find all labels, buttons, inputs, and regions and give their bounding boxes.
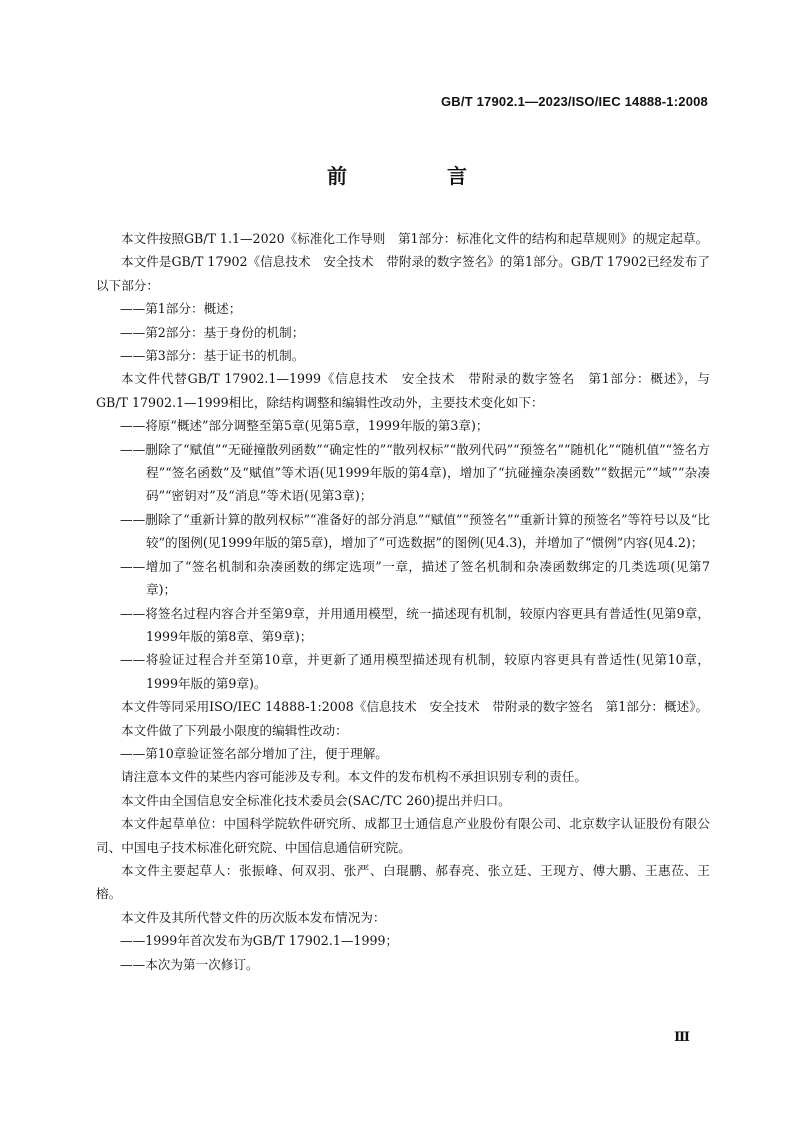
list-item: ——将签名过程内容合并至第9章，并用通用模型，统一描述现有机制，较原内容更具有普适性(见第9章，1999年版的第8章、第9章)； bbox=[120, 605, 710, 644]
list-item: ——第1部分：概述； bbox=[120, 301, 242, 317]
paragraph: 本文件做了下列最小限度的编辑性改动： bbox=[121, 722, 348, 738]
list-item: ——增加了“签名机制和杂凑函数的绑定选项”一章，描述了签名机制和杂凑函数绑定的几类选项(见第7章)； bbox=[120, 558, 710, 598]
paragraph: 本文件等同采用ISO/IEC 14888-1:2008《信息技术 安全技术 带附录的数字签名 第1部分：概述》。 bbox=[121, 699, 709, 715]
paragraph: 本文件主要起草人：张振峰、何双羽、张严、白琨鹏、郝春亮、张立廷、王现方、傅大鹏、王惠莅、王榕。 bbox=[96, 862, 710, 902]
foreword-body bbox=[96, 227, 710, 976]
paragraph: 本文件由全国信息安全标准化技术委员会(SAC/TC 260)提出并归口。 bbox=[121, 792, 511, 808]
paragraph: 本文件起草单位：中国科学院软件研究所、成都卫士通信息产业股份有限公司、北京数字认证股份有限公司、中国电子技术标准化研究院、中国信息通信研究院。 bbox=[96, 816, 710, 855]
list-item: ——第2部分：基于身份的机制； bbox=[120, 324, 305, 340]
list-item: ——将原“概述”部分调整至第5章(见第5章，1999年版的第3章)； bbox=[120, 418, 489, 434]
list-item: ——本次为第一次修订。 bbox=[120, 956, 259, 972]
list-item: ——1999年首次发布为GB/T 17902.1—1999； bbox=[120, 933, 399, 949]
paragraph: 请注意本文件的某些内容可能涉及专利。本文件的发布机构不承担识别专利的责任。 bbox=[121, 769, 587, 785]
list-item: ——第10章验证签名部分增加了注，便于理解。 bbox=[120, 745, 388, 761]
page-title: 前 言 bbox=[327, 164, 507, 188]
list-item: ——删除了“重新计算的散列权标”“准备好的部分消息”“赋值”“预签名”“重新计算的预签名”等符号以及“比较”的图例(见1999年版的第5章)，增加了“可选数据”的图例(见4.3)，并增加了“惯例”内容(见4.2)； bbox=[120, 511, 710, 551]
paragraph: 本文件是GB/T 17902《信息技术 安全技术 带附录的数字签名》的第1部分。GB/T 17902已经发布了以下部分： bbox=[96, 254, 710, 293]
paragraph: 本文件代替GB/T 17902.1—1999《信息技术 安全技术 带附录的数字签名 第1部分：概述》，与GB/T 17902.1—1999相比，除结构调整和编辑性改动外，主要技术变化如下： bbox=[96, 371, 710, 410]
page-number: Ⅲ bbox=[674, 1030, 690, 1045]
list-item: ——删除了“赋值”“无碰撞散列函数”“确定性的”“散列权标”“散列代码”“预签名”“随机化”“随机值”“签名方程”“签名函数”及“赋值”等术语(见1999年版的第4章)，增加了“抗碰撞杂凑函数”“数据元”“域”“杂凑码”“密钥对”及“消息”等术语(见第3章)； bbox=[120, 441, 710, 504]
list-item: ——将验证过程合并至第10章，并更新了通用模型描述现有机制，较原内容更具有普适性(见第10章，1999年版的第9章)。 bbox=[120, 652, 710, 691]
paragraph: 本文件及其所代替文件的历次版本发布情况为： bbox=[121, 909, 386, 925]
standard-number: GB/T 17902.1—2023/ISO/IEC 14888-1:2008 bbox=[440, 94, 708, 109]
list-item: ——第3部分：基于证书的机制。 bbox=[120, 348, 305, 364]
paragraph: 本文件按照GB/T 1.1—2020《标准化工作导则 第1部分：标准化文件的结构和起草规则》的规定起草。 bbox=[121, 231, 709, 246]
